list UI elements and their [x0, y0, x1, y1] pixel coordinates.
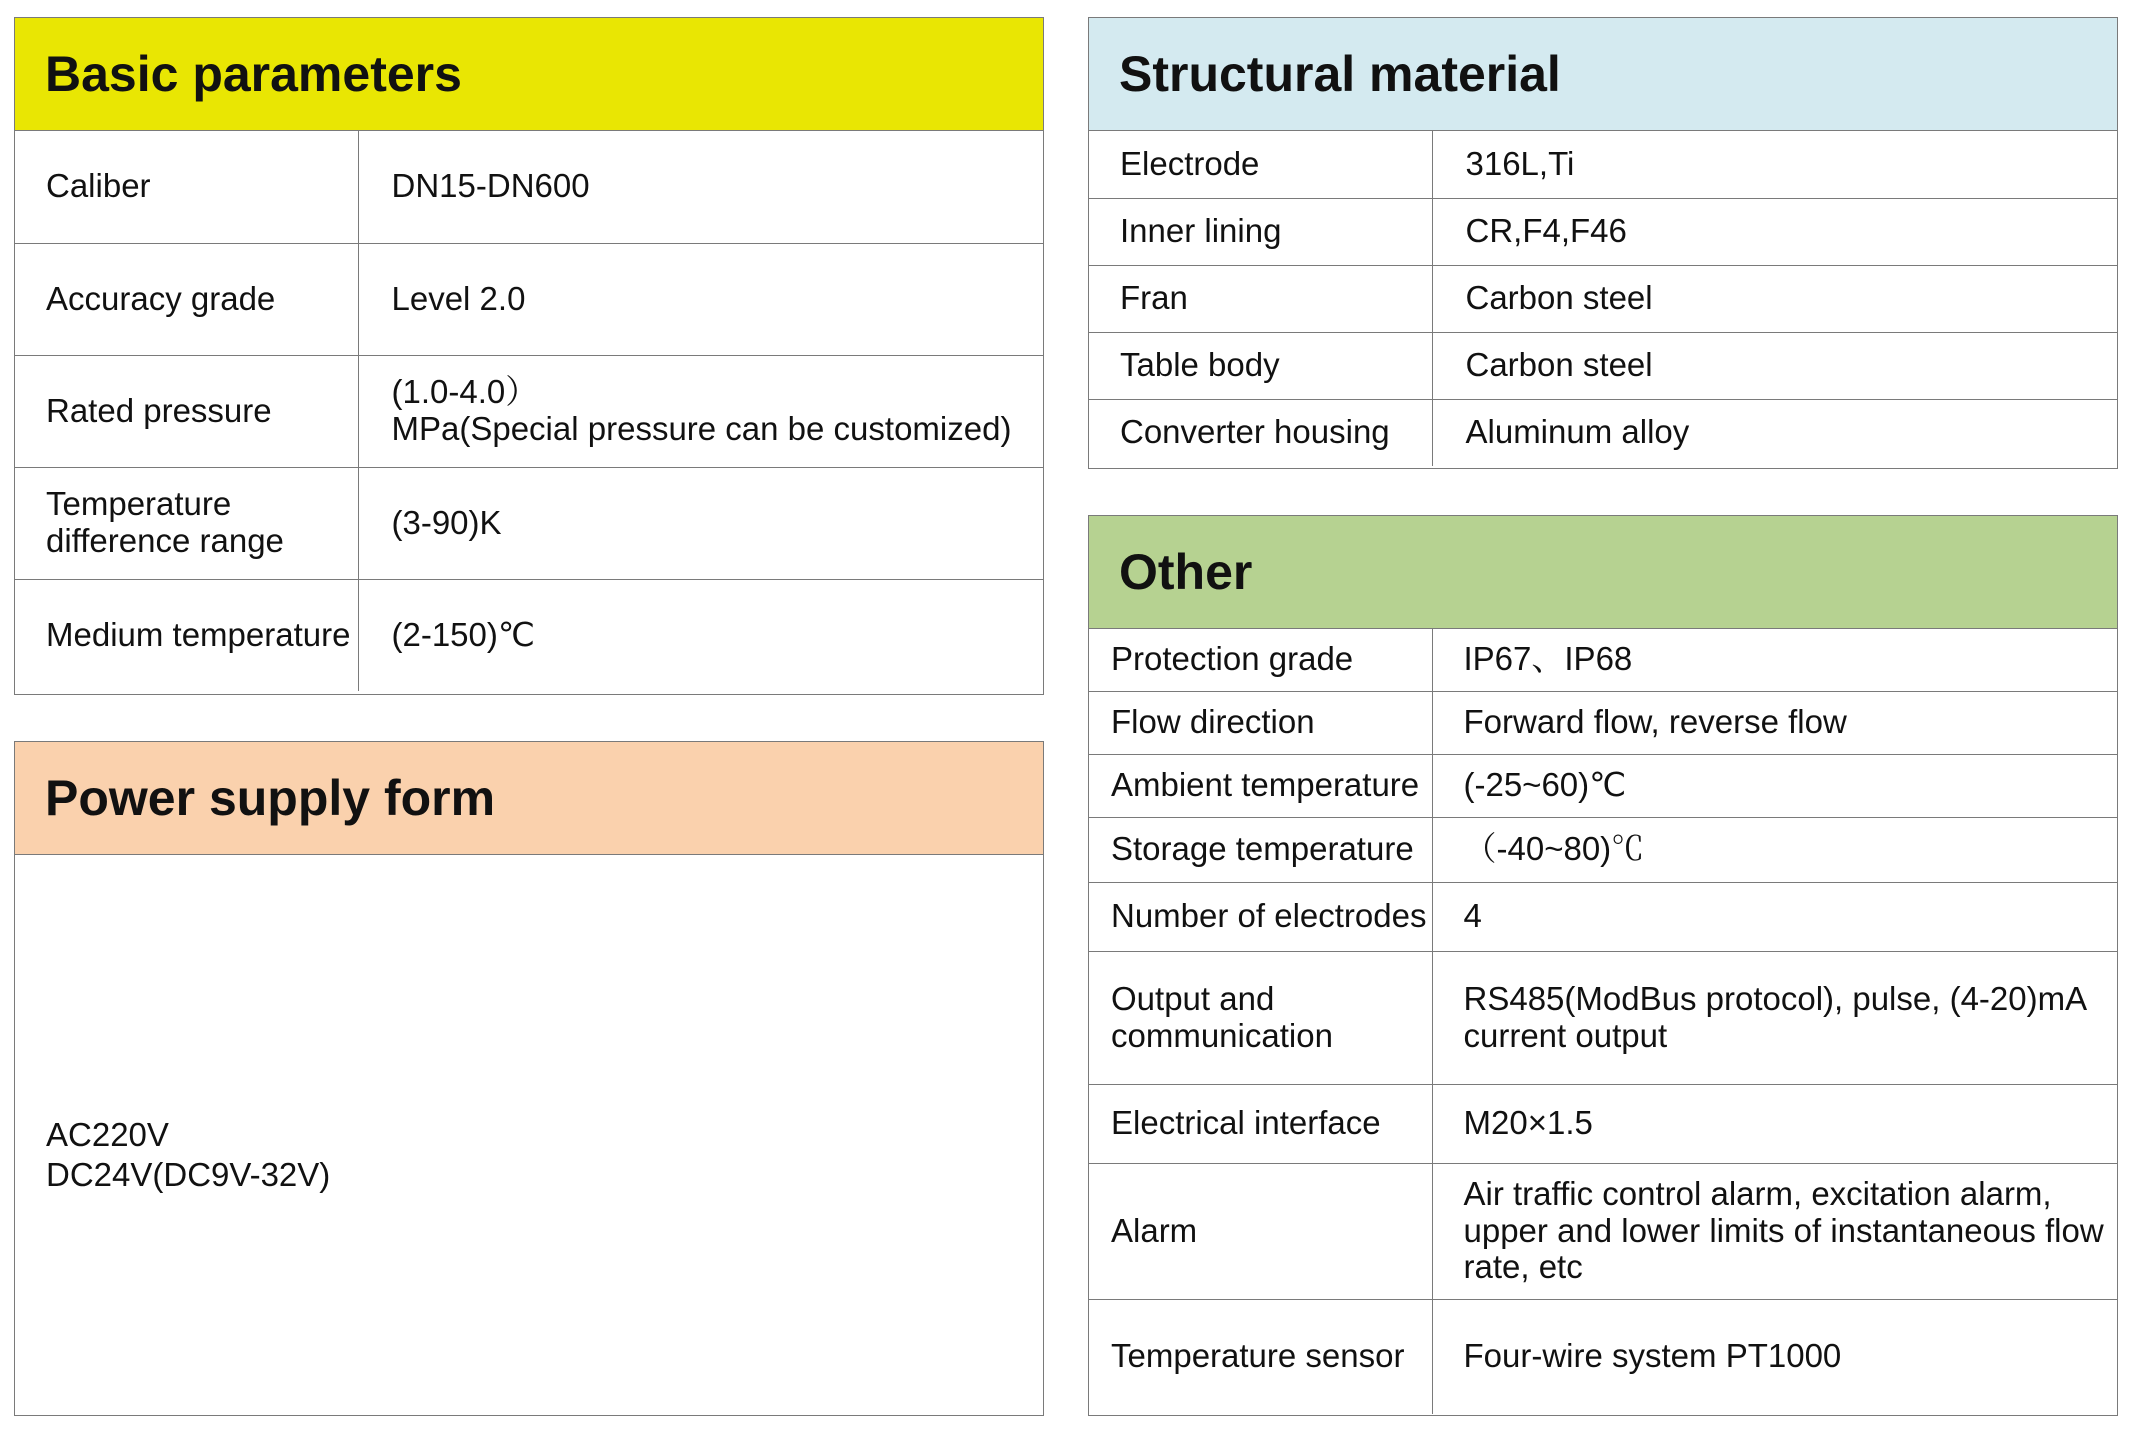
row-label: Output and communication: [1089, 951, 1432, 1084]
row-value: Four-wire system PT1000: [1463, 1337, 1842, 1375]
row-value: CR,F4,F46: [1432, 198, 2117, 265]
other-title: Other: [1089, 516, 2117, 629]
row-value: (3-90)K: [358, 467, 1043, 579]
row-label: Temperature sensor: [1089, 1299, 1432, 1414]
table-row: [1089, 951, 2117, 1084]
row-value: Aluminum alloy: [1465, 413, 1690, 451]
row-value: (1.0-4.0） MPa(Special pressure can be customized): [358, 355, 1043, 467]
table-row: [1089, 1299, 2117, 1414]
power-supply-title: Power supply form: [15, 742, 1043, 855]
structural-material-panel: [1088, 17, 2118, 469]
basic-parameters-title: Basic parameters: [15, 18, 1043, 131]
table-row: [15, 131, 1043, 243]
row-label: Electrical interface: [1089, 1084, 1432, 1163]
row-value: Carbon steel: [1432, 332, 2117, 399]
table-row: [1089, 691, 2117, 754]
row-label: Electrode: [1089, 131, 1432, 198]
table-row: [1089, 629, 2117, 691]
row-value: IP67、IP68: [1432, 629, 2117, 691]
row-value: DN15-DN600: [358, 131, 1043, 243]
table-row: [1089, 817, 2117, 882]
row-label: Fran: [1089, 265, 1432, 332]
row-label: Ambient temperature: [1089, 754, 1432, 817]
table-row: [1089, 131, 2117, 198]
row-label: Converter housing: [1089, 399, 1432, 466]
row-value: RS485(ModBus protocol), pulse, (4-20)mA current output: [1432, 951, 2117, 1084]
table-row: [15, 579, 1043, 691]
row-value: Carbon steel: [1432, 265, 2117, 332]
row-value: 4: [1432, 882, 2117, 951]
row-label: Number of electrodes: [1089, 882, 1432, 951]
row-label: Caliber: [15, 131, 358, 243]
basic-parameters-table: [15, 131, 1043, 691]
row-label: Storage temperature: [1089, 817, 1432, 882]
row-label: Table body: [1089, 332, 1432, 399]
table-row: [1089, 1084, 2117, 1163]
row-label: Accuracy grade: [15, 243, 358, 355]
row-label: Temperature difference range: [15, 467, 358, 579]
row-value: M20×1.5: [1432, 1084, 2117, 1163]
row-value: Air traffic control alarm, excitation alarm, upper and lower limits of instantaneous flow rate, etc: [1432, 1163, 2117, 1299]
row-label: Rated pressure: [15, 355, 358, 467]
structural-material-table: [1089, 131, 2117, 466]
row-label: Flow direction: [1089, 691, 1432, 754]
table-row: [15, 467, 1043, 579]
other-panel: [1088, 515, 2118, 1416]
table-row: [1089, 754, 2117, 817]
row-value: Forward flow, reverse flow: [1432, 691, 2117, 754]
row-label: Protection grade: [1089, 629, 1432, 691]
basic-parameters-panel: [14, 17, 1044, 695]
row-value: (-25~60)℃: [1432, 754, 2117, 817]
table-row: [1089, 332, 2117, 399]
power-supply-panel: [14, 741, 1044, 1416]
row-label: Inner lining: [1089, 198, 1432, 265]
table-row: [1089, 882, 2117, 951]
structural-material-title: Structural material: [1089, 18, 2117, 131]
row-value: 316L,Ti: [1432, 131, 2117, 198]
table-row: [15, 355, 1043, 467]
table-row: [1089, 399, 2117, 466]
power-supply-body: [15, 855, 1043, 1415]
row-value: （-40~80)℃: [1432, 817, 2117, 882]
row-value: (2-150)℃: [391, 615, 535, 653]
table-row: [1089, 1163, 2117, 1299]
other-table: [1089, 629, 2117, 1414]
table-row: [1089, 265, 2117, 332]
row-label: Medium temperature: [15, 579, 358, 691]
table-row: [1089, 198, 2117, 265]
power-supply-content: AC220V DC24V(DC9V-32V): [46, 1115, 331, 1193]
table-row: [15, 243, 1043, 355]
row-value: Level 2.0: [358, 243, 1043, 355]
row-label: Alarm: [1089, 1163, 1432, 1299]
